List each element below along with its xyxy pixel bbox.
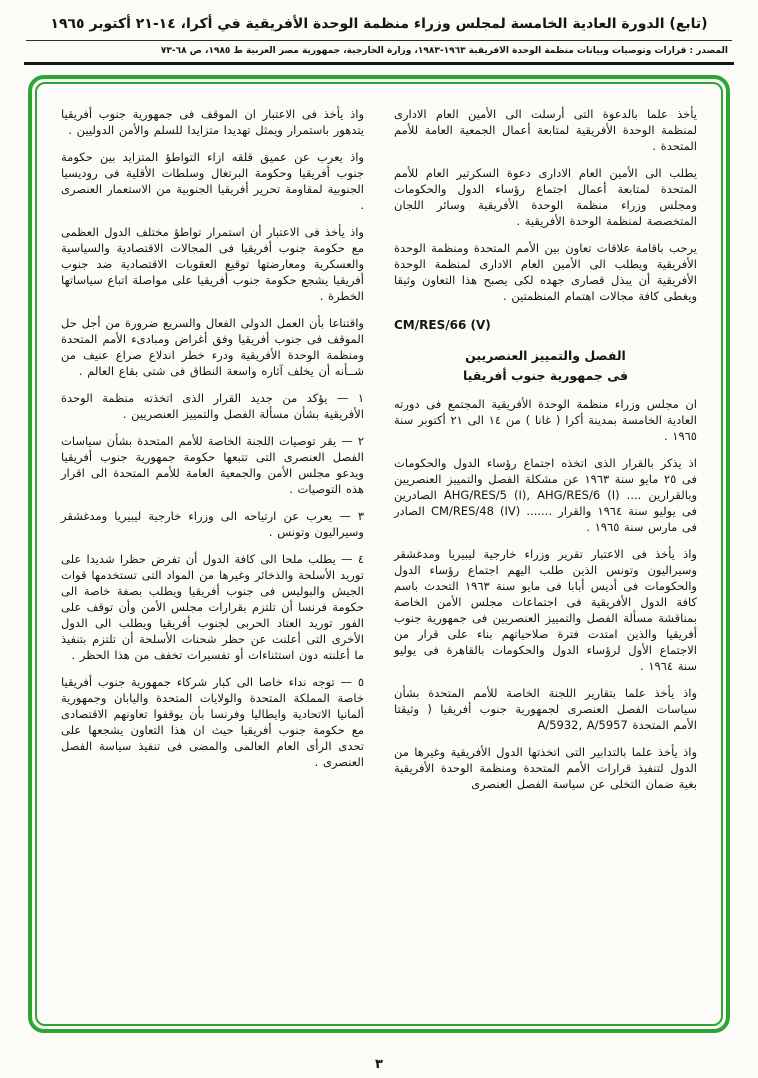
resolution-clause: ٤ — يطلب ملحا الى كافة الدول أن تفرض حظرا شديدا على توريد الأسلحة والذخائر وغيرها من المواد التى تستخدمها قوات الجيش والبوليس فى جنوب أفريقيا ويطلب بصفة خاصة الى حكومة فرنسا أن تلتزم بقرارات مجلس الأمن وأن توقف على الفور توريد العتاد الحربى لجنوب أفريقيا ويطلب الى الدول الأخرى التى أعلنت عن حظر شحنات الأسلحة أن تلتزم بتنفيذ ما أعلنته دون استثناءات أو تفسيرات تخفف من هذا الحظر . [61,552,364,662]
green-frame [28,75,730,1033]
paragraph: واذ يأخذ علما بتقارير اللجنة الخاصة للأمم المتحدة بشأن سياسات الفصل العنصرى لجمهورية جنوب أفريقيا ( وثيقتا الأمم المتحدة A/5932, A/5957 [394,686,697,732]
section-heading: الفصل والتمييز العنصريين [465,348,626,363]
resolution-clause: ٥ — توجه نداء خاصا الى كبار شركاء جمهورية جنوب أفريقيا خاصة المملكة المتحدة والولايات المتحدة واليابان وجمهورية ألمانيا الاتحادية وايطاليا وفرنسا بأن يوقفوا تعاونهم الاقتصادى مع حكومة جنوب أفريقيا حيث ان هذا التعاون يشجعها على تحدى الرأى العام العالمى والمضى فى تنفيذ سياسة الفصل العنصرى . [61,675,364,769]
page-title: (تابع) الدورة العادية الخامسة لمجلس وزراء منظمة الوحدة الأفريقية في أكرا، ١٤-٢١ أكتوبر ١٩٦٥ [50,16,708,32]
paragraph: واذ يأخذ فى الاعتبار تقرير وزراء خارجية ليبيريا ومدغشقر وسيراليون وتونس الذين طلب اليهم اجتماع رؤساء الدول والحكومات فى أديس أبابا فى مايو سنة ١٩٦٣ التحدث باسم كافة الدول الأفريقية فى اجتماعات مجلس الأمن الخاصة بمناقشة مسألة الفصل والتمييز العنصريين فى جمهورية جنوب أفريقيا والذين امتدت فترة صلاحياتهم بناء على قرار من الاجتماع الأول لرؤساء الدول والحكومات بالقاهرة فى يوليو سنة ١٩٦٤ . [394,547,697,673]
green-frame-inner [35,82,723,1026]
header-divider-top [26,40,732,41]
paragraph: واذ يأخذ فى الاعتبار ان الموقف فى جمهورية جنوب أفريقيا يتدهور باستمرار ويمثل تهديدا متزايدا للسلم والأمن الدوليين . [61,107,364,137]
source-line: المصدر : قرارات وتوصيات وبيانات منظمة الوحدة الأفريقية ١٩٦٣-١٩٨٣، وزارة الخارجية، جمهورية مصر العربية ط ١٩٨٥، ص ٦٨-٧٣ [160,46,728,56]
resolution-reference: CM/RES/66 (V) [394,318,491,332]
paragraph: يأخذ علما بالدعوة التى أرسلت الى الأمين العام الادارى لمنظمة الوحدة الأفريقية لمتابعة أعمال الجمعية العامة للأمم المتحدة . [394,107,697,153]
paragraph: يرحب باقامة علاقات تعاون بين الأمم المتحدة ومنظمة الوحدة الأفريقية ويطلب الى الأمين العام الادارى لمنظمة الوحدة الأفريقية أن يبذل قصارى جهده لكى يصبح هذا التعاون وثيقا ويغطى كافة مجالات اهتمام المنظمتين . [394,241,697,303]
paragraph: اذ يذكر بالقرار الذى اتخذه اجتماع رؤساء الدول والحكومات فى ٢٥ مايو سنة ١٩٦٣ عن مشكلة الفصل والتمييز العنصريين وبالقرارين .... AHG/RES/5 (I), AHG/RES/6 (I) الصادرين فى يوليو سنة ١٩٦٤ والقرار ....... CM/RES/48 (IV) الصادر فى مارس سنة ١٩٦٥ . [394,456,698,534]
section-subheading: فى جمهورية جنوب أفريقيا [462,368,629,383]
paragraph: ان مجلس وزراء منظمة الوحدة الأفريقية المجتمع فى دورته العادية الخامسة بمدينة أكرا ( غانا ) من ١٤ الى ٢١ أكتوبر سنة ١٩٦٥ . [394,397,697,443]
paragraph: واقتناعا بأن العمل الدولى الفعال والسريع ضرورة من أجل حل الموقف فى جنوب أفريقيا وفق أغراض ومبادىء الأمم المتحدة ومنظمة الوحدة الأفريقية ودرء خطر اندلاع صراع عنيف من شــأنه أن يخلف آثاره واسعة النطاق فى شتى بقاع العالم . [61,316,364,378]
header-divider-bottom [24,62,734,65]
resolution-clause: ١ — يؤكد من جديد القرار الذى اتخذته منظمة الوحدة الأفريقية بشأن مسألة الفصل والتمييز العنصريين . [61,391,364,421]
column-left [61,106,364,1010]
resolution-clause: ٢ — يقر توصيات اللجنة الخاصة للأمم المتحدة بشأن سياسات الفصل العنصرى التى تتبعها حكومة جمهورية جنوب أفريقيا ويدعو مجلس الأمن والجمعية العامة للأمم المتحدة الى اقرار هذه التوصيات . [61,434,364,496]
two-column-layout [61,106,697,1010]
paragraph: واذ يأخذ فى الاعتبار أن استمرار تواطؤ مختلف الدول العظمى مع حكومة جنوب أفريقيا فى المجالات الاقتصادية والسياسية والعسكرية ومعارضتها توقيع العقوبات الاقتصادية ضد جنوب أفريقيا يشجع حكومة جنوب أفريقيا على مواصلة اتباع سياساتها الخطرة . [61,225,364,303]
paragraph: واذ يعرب عن عميق قلقه ازاء التواطؤ المتزايد بين حكومة جنوب أفريقيا وحكومة البرتغال وسلطات الأقلية فى روديسيا الجنوبية لمقاومة تحرير أفريقيا الجنوبية من الاستعمار العنصرى . [61,150,364,212]
paragraph: يطلب الى الأمين العام الادارى دعوة السكرتير العام للأمم المتحدة لمتابعة أعمال اجتماع رؤساء الدول والحكومات ومجلس وزراء منظمة الوحدة الأفريقية وسائر اللجان المتخصصة لمنظمة الوحدة الأفريقية . [394,166,697,228]
column-right [394,106,697,1010]
paragraph: واذ يأخذ علما بالتدابير التى اتخذتها الدول الأفريقية وغيرها من الدول لتنفيذ قرارات الأمم المتحدة ومنظمة الوحدة الأفريقية بغية ضمان التخلى عن سياسة الفصل العنصرى [394,745,697,791]
resolution-clause: ٣ — يعرب عن ارتياحه الى وزراء خارجية ليبيريا ومدغشقر وسيراليون وتونس . [61,509,364,539]
page-number: ٣ [375,1057,383,1072]
